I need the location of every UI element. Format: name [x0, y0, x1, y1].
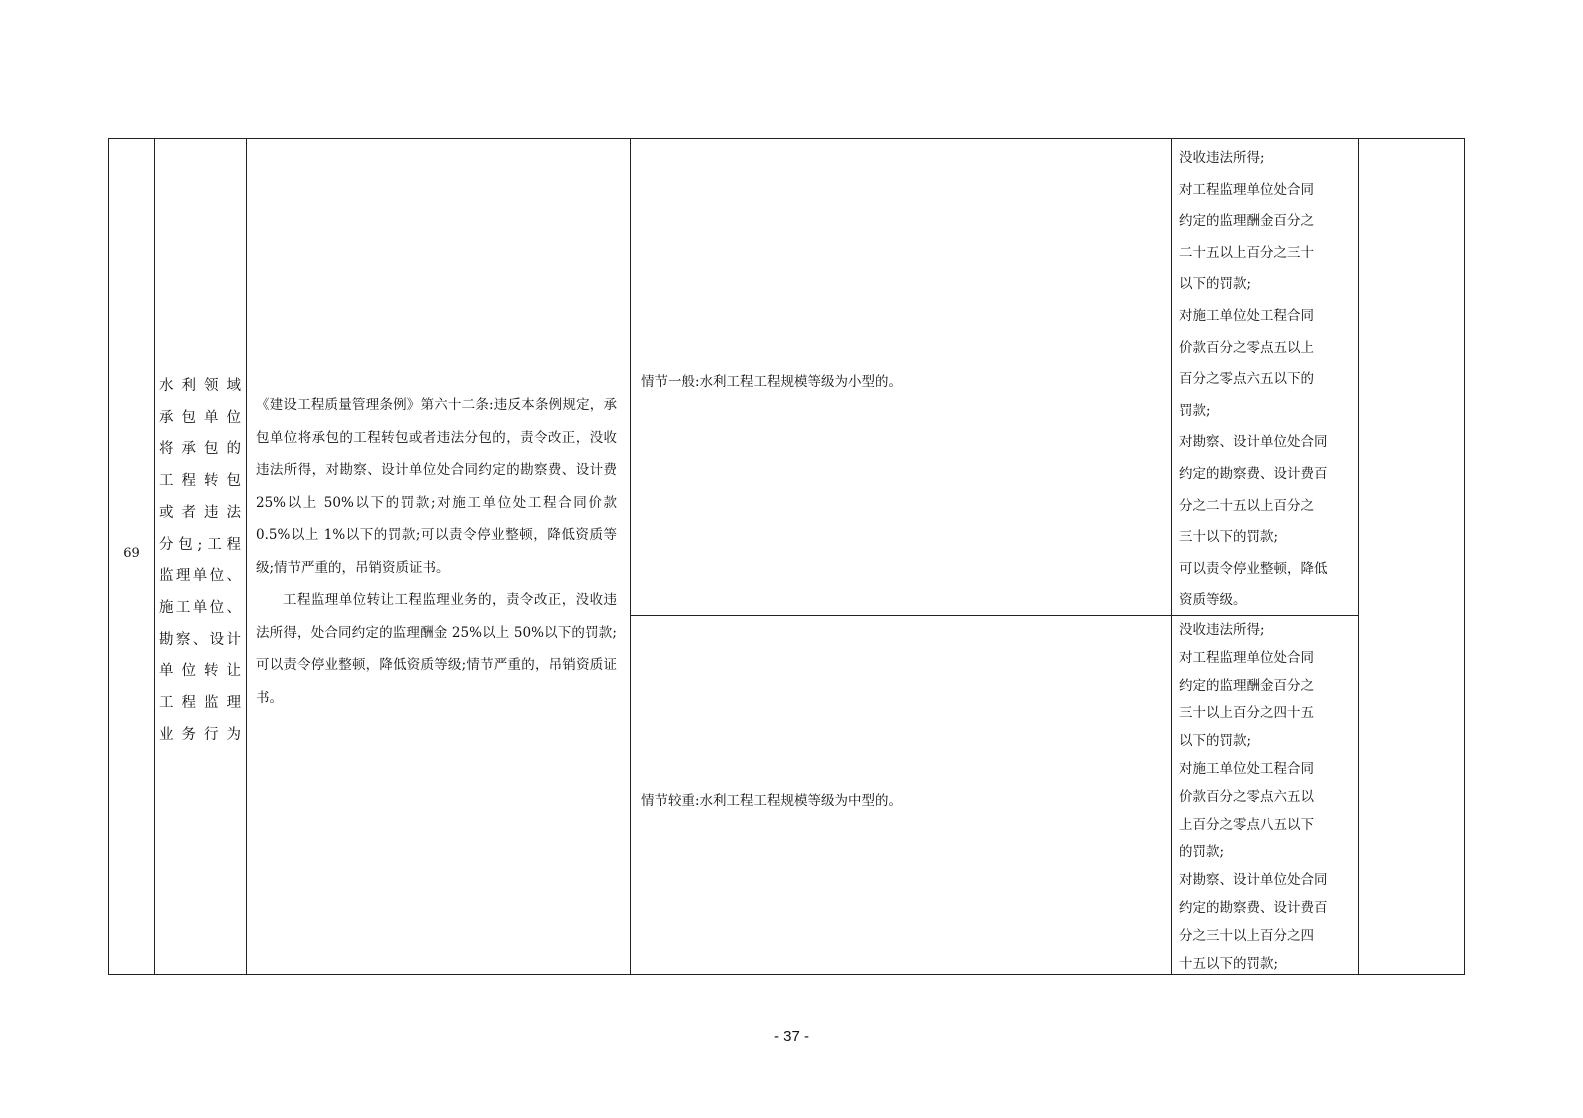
- circumstance-serious: 情节较重:水利工程工程规模等级为中型的。: [641, 793, 903, 809]
- subject-line: 施工单位、: [159, 599, 241, 616]
- regulation-table: [108, 138, 1465, 975]
- column-divider: [246, 139, 247, 974]
- penalty-line: 百分之零点六五以下的: [1179, 371, 1314, 388]
- penalty-line: 价款百分之零点五以上: [1179, 339, 1314, 356]
- penalty-line: 对勘察、设计单位处合同: [1179, 434, 1328, 451]
- legal-basis-paragraph: 《建设工程质量管理条例》第六十二条:违反本条例规定，承包单位将承包的工程转包或者违法分包的，责令改正，没收违法所得，对勘察、设计单位处合同约定的勘察费、设计费 25%以上 50%以下的罚款;对施工单位处工程合同价款 0.5%以上 1%以下的罚款;可以责令停业整顿，降低资质等级;情节严重的，吊销资质证书。: [256, 397, 617, 576]
- penalty-line: 没收违法所得;: [1179, 150, 1265, 166]
- page-number: - 37 -: [773, 1028, 809, 1045]
- penalty-line: 约定的勘察费、设计费百: [1179, 899, 1328, 916]
- legal-basis-paragraph: 工程监理单位转让工程监理业务的，责令改正，没收违法所得，处合同约定的监理酬金 25%以上 50%以下的罚款;可以责令停业整顿，降低资质等级;情节严重的，吊销资质证书。: [256, 592, 617, 706]
- column-divider: [1171, 139, 1172, 974]
- penalty-line: 以下的罚款;: [1179, 733, 1252, 750]
- item-number: 69: [123, 546, 140, 561]
- penalty-serious: [1179, 617, 1355, 978]
- subject-line: 单位转让: [159, 663, 241, 680]
- penalty-line: 对工程监理单位处合同: [1179, 649, 1314, 666]
- subject-line: 分包;工程: [159, 536, 241, 553]
- subject-line: 或者违法: [159, 504, 241, 521]
- penalty-line: 对施工单位处工程合同: [1179, 760, 1314, 777]
- penalty-line: 的罚款;: [1179, 844, 1225, 861]
- penalty-line: 罚款;: [1179, 402, 1211, 419]
- penalty-line: 没收违法所得;: [1179, 622, 1265, 638]
- penalty-line: 可以责令停业整顿，降低: [1179, 560, 1328, 577]
- penalty-line: 以下的罚款;: [1179, 276, 1252, 293]
- subject-line: 工程监理: [159, 695, 241, 712]
- penalty-line: 三十以上百分之四十五: [1179, 705, 1314, 722]
- penalty-line: 十五以下的罚款;: [1179, 955, 1279, 972]
- legal-basis: [256, 389, 617, 714]
- subject-line: 勘察、设计: [159, 631, 241, 648]
- subject-line: 承包单位: [159, 409, 241, 426]
- subject-line: 业务行为: [159, 726, 241, 743]
- penalty-line: 资质等级。: [1179, 592, 1247, 609]
- remarks-cell: [1359, 139, 1464, 974]
- penalty-general: [1179, 143, 1355, 617]
- column-divider: [154, 139, 155, 974]
- column-divider: [630, 139, 631, 974]
- circumstance-general: 情节一般:水利工程工程规模等级为小型的。: [641, 374, 903, 390]
- penalty-line: 对施工单位处工程合同: [1179, 307, 1314, 324]
- penalty-line: 约定的监理酬金百分之: [1179, 213, 1314, 230]
- penalty-line: 约定的监理酬金百分之: [1179, 677, 1314, 694]
- penalty-line: 上百分之零点八五以下: [1179, 816, 1314, 833]
- subject-line: 工程转包: [159, 473, 241, 490]
- penalty-line: 三十以下的罚款;: [1179, 529, 1279, 546]
- penalty-line: 分之二十五以上百分之: [1179, 497, 1314, 514]
- penalty-line: 价款百分之零点六五以: [1179, 788, 1314, 805]
- violation-subject: [159, 371, 241, 751]
- subject-line: 将承包的: [159, 441, 241, 458]
- penalty-line: 对勘察、设计单位处合同: [1179, 872, 1328, 889]
- subject-line: 监理单位、: [159, 568, 241, 585]
- subject-line: 水利领域: [159, 378, 241, 394]
- penalty-line: 分之三十以上百分之四: [1179, 927, 1314, 944]
- penalty-line: 二十五以上百分之三十: [1179, 244, 1314, 261]
- penalty-line: 约定的勘察费、设计费百: [1179, 465, 1328, 482]
- penalty-line: 对工程监理单位处合同: [1179, 181, 1314, 198]
